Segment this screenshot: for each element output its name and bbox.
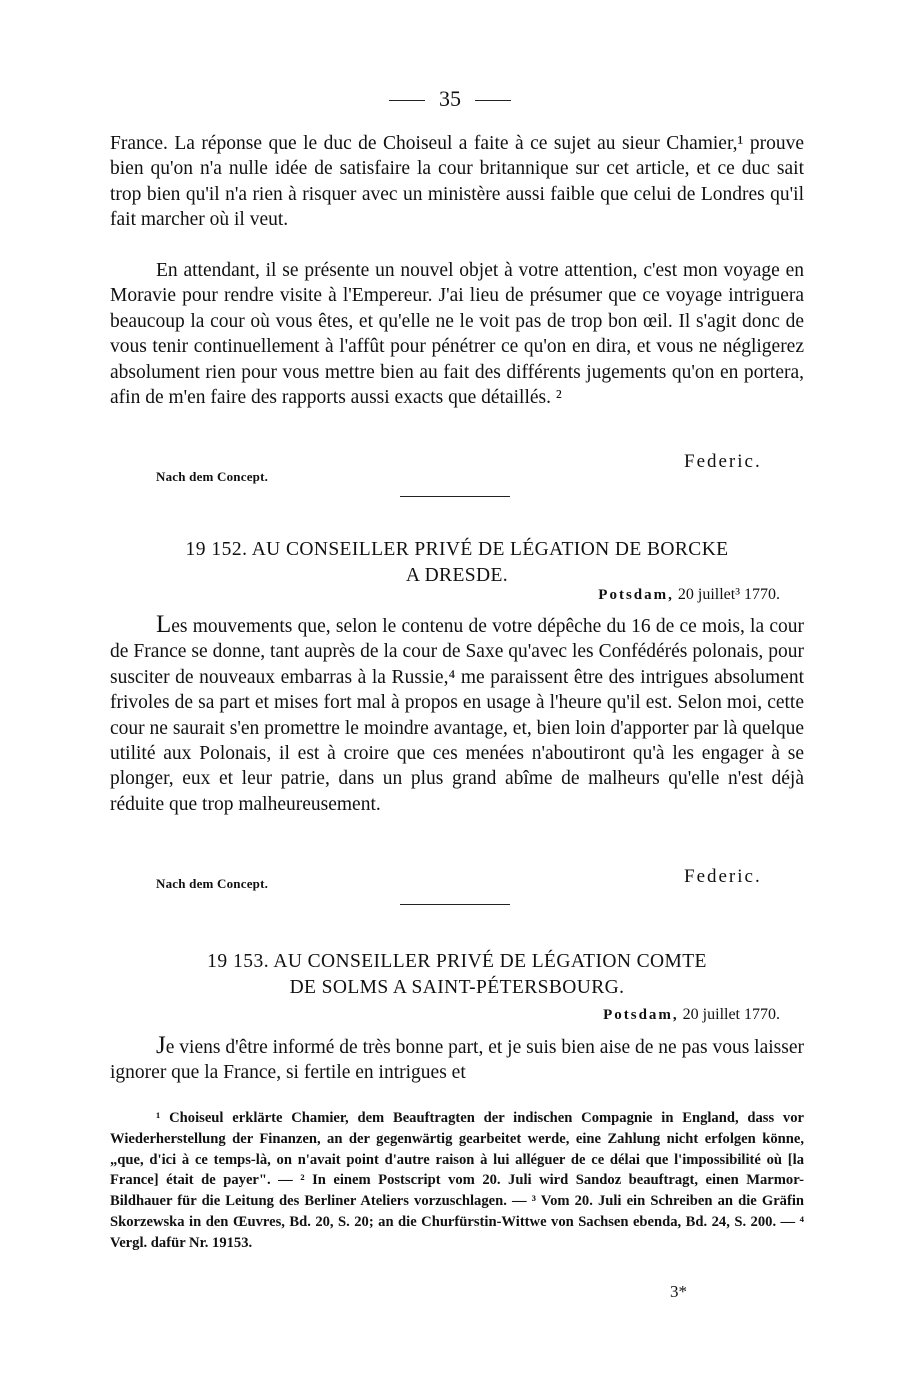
letter-19153-date: 20 juillet 1770. xyxy=(682,1006,780,1023)
signature-2: Federic. xyxy=(684,866,762,887)
header-dash-right xyxy=(475,100,511,101)
section-divider-1 xyxy=(400,496,510,497)
signature-mark: 3* xyxy=(670,1282,687,1301)
letter-19152-body xyxy=(110,612,804,817)
letter-19153-heading xyxy=(110,949,804,1001)
letter-19153-title-line2: DE SOLMS A SAINT-PÉTERSBOURG. xyxy=(289,977,625,998)
letter-19152-date: 20 juillet³ 1770. xyxy=(677,586,780,603)
source-note-2: Nach dem Concept. xyxy=(156,876,269,891)
signature-1: Federic. xyxy=(684,451,762,472)
letter-19153-initial: J xyxy=(156,1032,166,1059)
letter-19152-dateline xyxy=(598,586,780,604)
letter-19152-title-line1: AU CONSEILLER PRIVÉ DE LÉGATION DE BORCKE xyxy=(251,539,729,560)
letter-19152-initial: L xyxy=(156,611,172,638)
letter-19152-heading xyxy=(110,537,804,589)
letter-19153-title-line1: AU CONSEILLER PRIVÉ DE LÉGATION COMTE xyxy=(273,951,707,972)
page-number: 35 xyxy=(439,86,461,111)
letter-19153-dateline xyxy=(603,1006,780,1024)
continued-paragraph: France. La réponse que le duc de Choiseul a faite à ce sujet au sieur Chamier,¹ prouve bien qu'on n'a nulle idée de satisfaire la cour britannique sur cet article, et ce duc sait trop bien qu'il n'a rien à risquer avec un ministère aussi faible que celui de Londres qu'il fait marcher où il veut. xyxy=(110,133,804,231)
letter-19153-number: 19 153. xyxy=(207,951,270,972)
page-header xyxy=(0,86,900,112)
source-note-1: Nach dem Concept. xyxy=(156,469,269,484)
letter-19152-title-line2: A DRESDE. xyxy=(405,565,509,586)
paragraph-voyage-moravie: En attendant, il se présente un nouvel objet à votre attention, c'est mon voyage en Moravie pour rendre visite à l'Empereur. J'ai lieu de présumer que ce voyage intriguera beaucoup la cour où vous êtes, et qu'elle ne le voit pas de trop bon œil. Il s'agit donc de vous tenir continuellement à l'affût pour pénétrer ce qu'on en dira, et vous ne négligerez absolument rien pour vous mettre bien au fait des différents jugements qu'on en portera, afin de m'en faire des rapports aussi exacts que détaillés. ² xyxy=(110,260,804,409)
section-divider-2 xyxy=(400,904,510,905)
letter-19152-date-place: Potsdam, xyxy=(598,587,674,603)
letter-19153-text: e viens d'être informé de très bonne part, et je suis bien aise de ne pas vous laisser ignorer que la France, si fertile en intrigues et xyxy=(110,1037,804,1084)
letter-19153-body xyxy=(110,1033,804,1086)
footnotes: ¹ Choiseul erklärte Chamier, dem Beauftragten der indischen Compagnie in England, dass vor Wiederherstellung der Finanzen, an der gegenwärtig gearbeitet werde, eine Zahlung nicht erfolgen könne, „que, d'ici à ce temps-là, on n'avait point d'autre raison à lui alléguer de ce délai que l'impossibilité où [la France] était de payer". — ² In einem Postscript vom 20. Juli wird Sandoz beauftragt, einen Marmor-Bildhauer für die Leitung des Berliner Ateliers vorzuschlagen. — ³ Vom 20. Juli ein Schreiben an die Gräfin Skorzewska in den Œuvres, Bd. 20, S. 20; an die Churfürstin-Wittwe von Sachsen ebenda, Bd. 24, S. 200. — ⁴ Vergl. dafür Nr. 19153. xyxy=(110,1110,804,1251)
letter-19152-text: es mouvements que, selon le contenu de votre dépêche du 16 de ce mois, la cour de France se donne, tant auprès de la cour de Saxe qu'avec les Confédérés polonais, pour susciter de nouveaux embarras à la Russie,⁴ me paraissent être des intrigues absolument frivoles de sa part et mises fort mal à propos en usage à l'heure qu'il est. Selon moi, cette cour ne saurait s'en promettre le moindre avantage, et, bien loin d'apporter par là quelque utilité aux Polonais, il est à croire que ces menées n'aboutiront qu'à les engager à se plonger, eux et leur patrie, dans un plus grand abîme de malheurs qu'elle n'est déjà réduite que trop malheureusement. xyxy=(110,616,804,815)
letter-19152-number: 19 152. xyxy=(185,539,248,560)
header-dash-left xyxy=(389,100,425,101)
letter-19153-date-place: Potsdam, xyxy=(603,1007,679,1023)
